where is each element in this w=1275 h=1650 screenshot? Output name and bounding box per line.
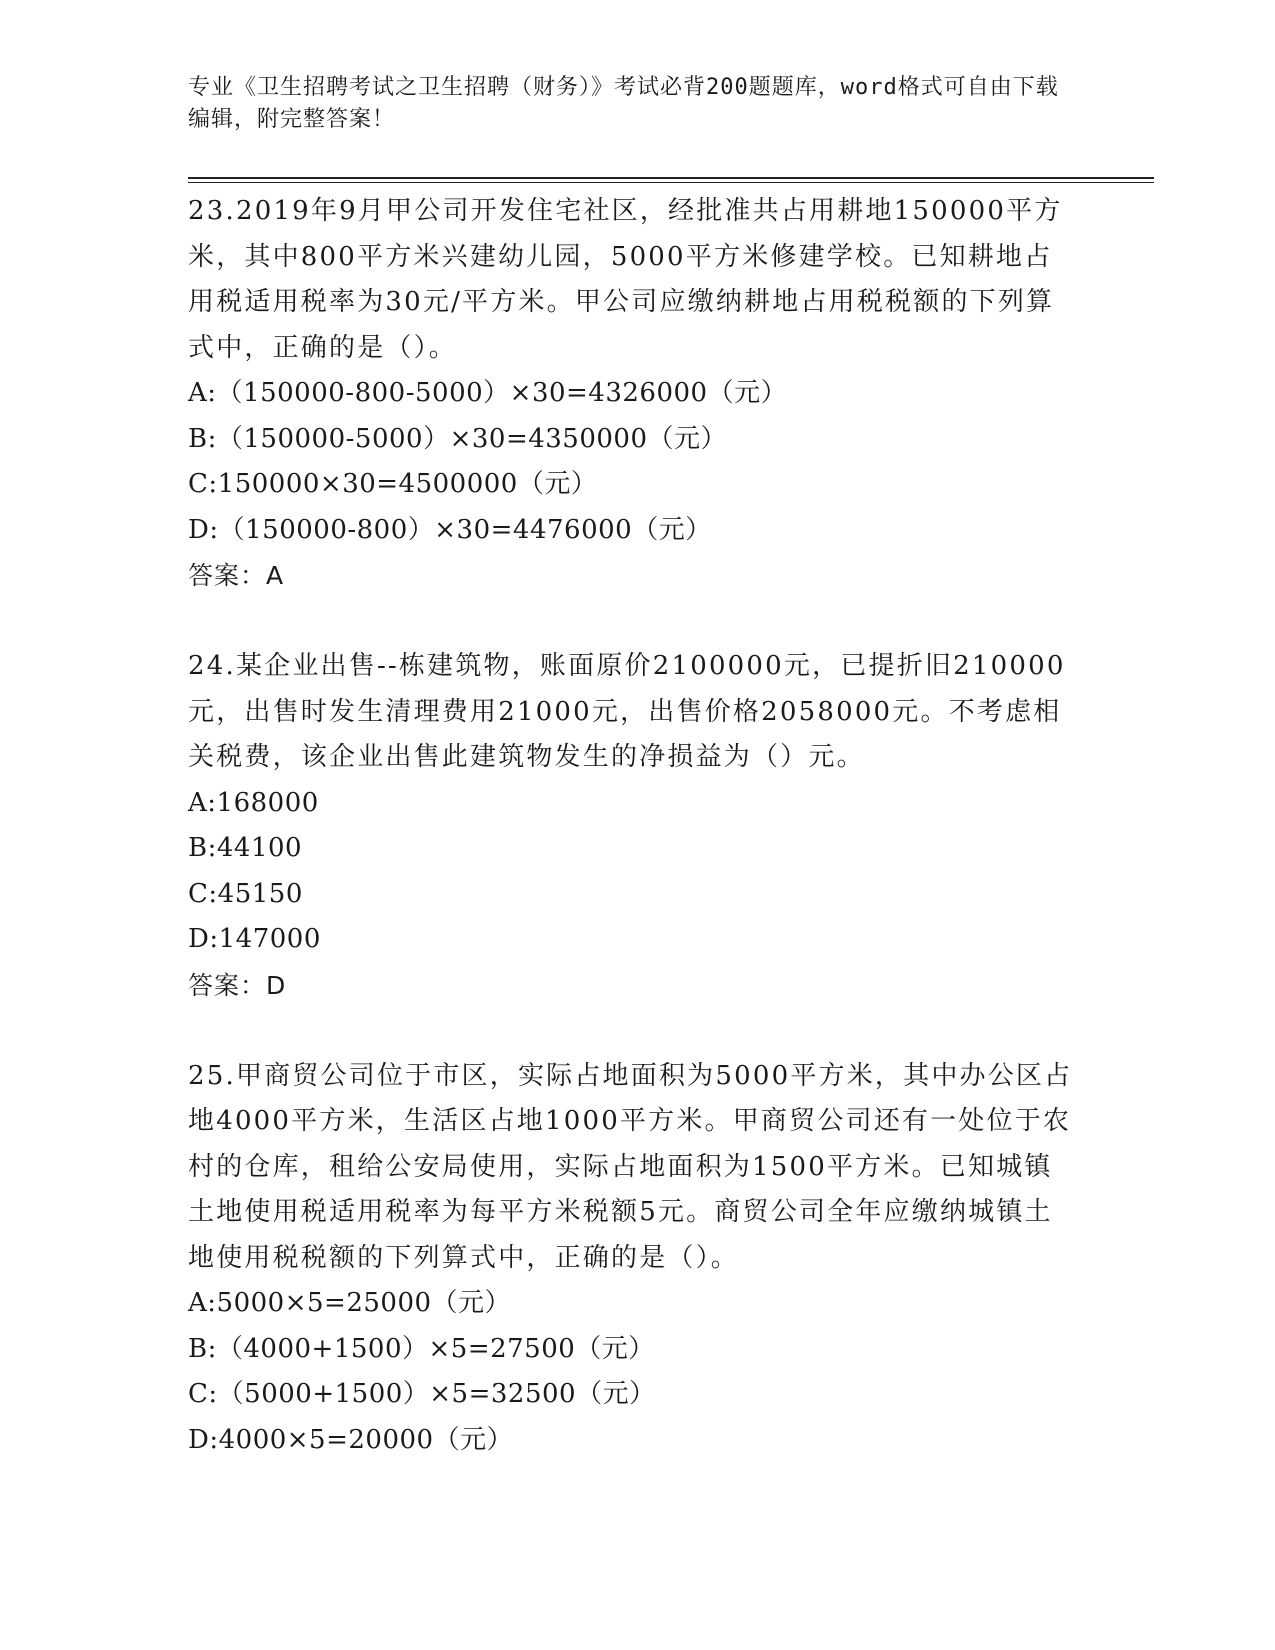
- question-text: 25.甲商贸公司位于市区，实际占地面积为5000平方米，其中办公区占地4000平方米，生活区占地1000平方米。甲商贸公司还有一处位于农村的仓库，租给公安局使用，实际占地面积为1500平方米。已知城镇土地使用税适用税率为每平方米税额5元。商贸公司全年应缴纳城镇土地使用税税额的下列算式中，正确的是（）。: [188, 1060, 1073, 1273]
- option-b: B:（4000+1500）×5=27500（元）: [188, 1333, 655, 1364]
- option-d: D:4000×5=20000（元）: [188, 1424, 514, 1455]
- question-text: 23.2019年9月甲公司开发住宅社区，经批准共占用耕地150000平方米，其中800平方米兴建幼儿园，5000平方米修建学校。已知耕地占用税适用税率为30元/平方米。甲公司应缴纳耕地占用税税额的下列算式中，正确的是（）。: [188, 196, 1063, 363]
- answer-line: 答案：D: [188, 970, 287, 1000]
- answer-line: 答案：A: [188, 561, 285, 590]
- question-spacer: [188, 599, 1078, 645]
- question-24: [188, 644, 1078, 1008]
- option-a: A:（150000-800-5000）×30=4326000（元）: [188, 378, 788, 408]
- option-a: A:168000: [188, 787, 319, 818]
- document-header: 专业《卫生招聘考试之卫生招聘（财务）》考试必背200题题库，word格式可自由下载编辑，附完整答案！: [188, 75, 1059, 132]
- option-d: D:（150000-800）×30=4476000（元）: [188, 514, 712, 545]
- question-25: [188, 1054, 1078, 1464]
- option-c: C:150000×30=4500000（元）: [188, 469, 598, 499]
- question-23: [188, 189, 1078, 599]
- option-b: B:（150000-5000）×30=4350000（元）: [188, 423, 728, 454]
- option-c: C:45150: [188, 878, 303, 909]
- option-b: B:44100: [188, 833, 303, 863]
- questions-list: [188, 189, 1078, 1463]
- question-spacer: [188, 1008, 1078, 1054]
- question-text: 24.某企业出售--栋建筑物，账面原价2100000元，已提折旧210000元，出售时发生清理费用21000元，出售价格2058000元。不考虑相关税费，该企业出售此建筑物发生的净损益为（）元。: [188, 651, 1066, 772]
- option-d: D:147000: [188, 924, 321, 954]
- header-divider-thin: [188, 182, 1154, 183]
- header-divider-thick: [188, 177, 1154, 179]
- option-c: C:（5000+1500）×5=32500（元）: [188, 1379, 656, 1409]
- option-a: A:5000×5=25000（元）: [188, 1288, 512, 1318]
